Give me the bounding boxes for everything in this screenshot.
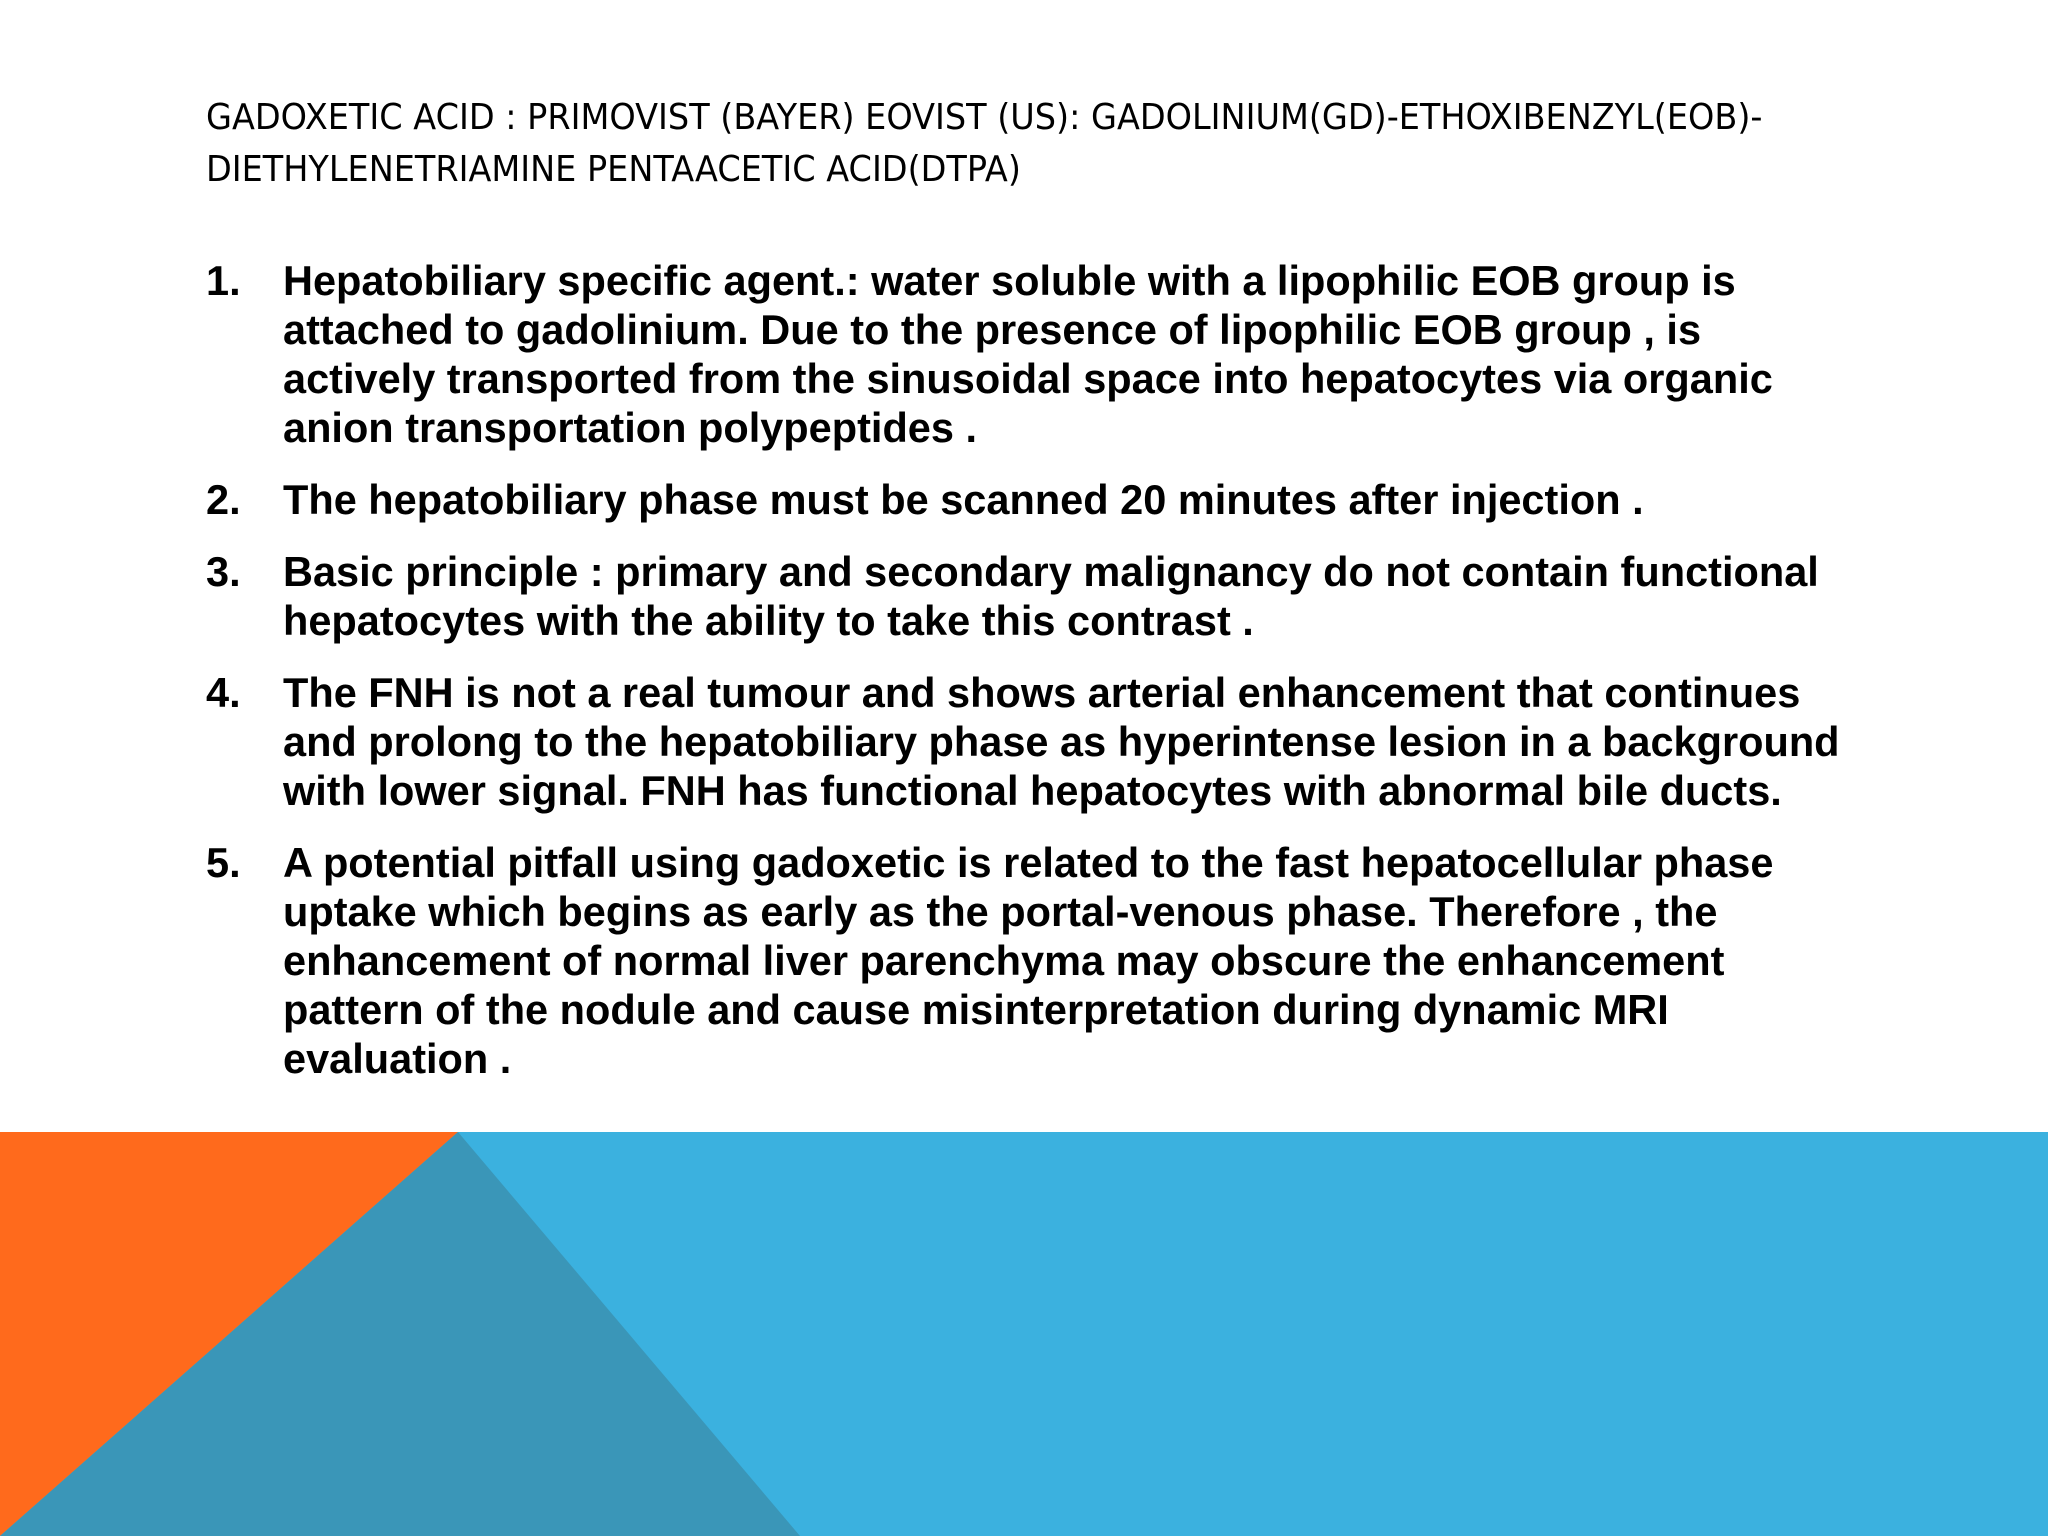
list-item: [206, 475, 1856, 524]
list-item-number: 3.: [206, 548, 241, 595]
list-item-number: 1.: [206, 257, 241, 304]
list-item-text: Hepatobiliary specific agent.: water soluble with a lipophilic EOB group is attached to gadolinium. Due to the presence of lipophilic EOB group , is actively transported from the sinusoidal space into hepatocytes via organic anion transportation polypeptides .: [283, 257, 1773, 451]
list-item-text: A potential pitfall using gadoxetic is related to the fast hepatocellular phase uptake which begins as early as the portal-venous phase. Therefore , the enhancement of normal liver parenchyma may obscure the enhancement pattern of the nodule and cause misinterpretation during dynamic MRI evaluation .: [283, 839, 1774, 1082]
list-item-text: The FNH is not a real tumour and shows arterial enhancement that continues and prolong to the hepatobiliary phase as hyperintense lesion in a background with lower signal. FNH has functional hepatocytes with abnormal bile ducts.: [283, 669, 1840, 814]
list-item-number: 5.: [206, 839, 241, 886]
list-item-text: Basic principle : primary and secondary malignancy do not contain functional hepatocytes with the ability to take this contrast .: [283, 548, 1819, 644]
list-item: [206, 838, 1856, 1083]
list-item-number: 2.: [206, 476, 241, 523]
slide-title: GADOXETIC ACID : PRIMOVIST (BAYER) EOVIST (US): GADOLINIUM(GD)-ETHOXIBENZYL(EOB)-DIETHYLENETRIAMINE PENTAACETIC ACID(DTPA): [206, 97, 1763, 190]
list-item-number: 4.: [206, 669, 241, 716]
list-item: [206, 256, 1856, 452]
list-item: [206, 668, 1856, 815]
list-item-text: The hepatobiliary phase must be scanned 20 minutes after injection .: [283, 476, 1644, 523]
list-item: [206, 547, 1856, 645]
content-list: [206, 256, 1856, 1106]
